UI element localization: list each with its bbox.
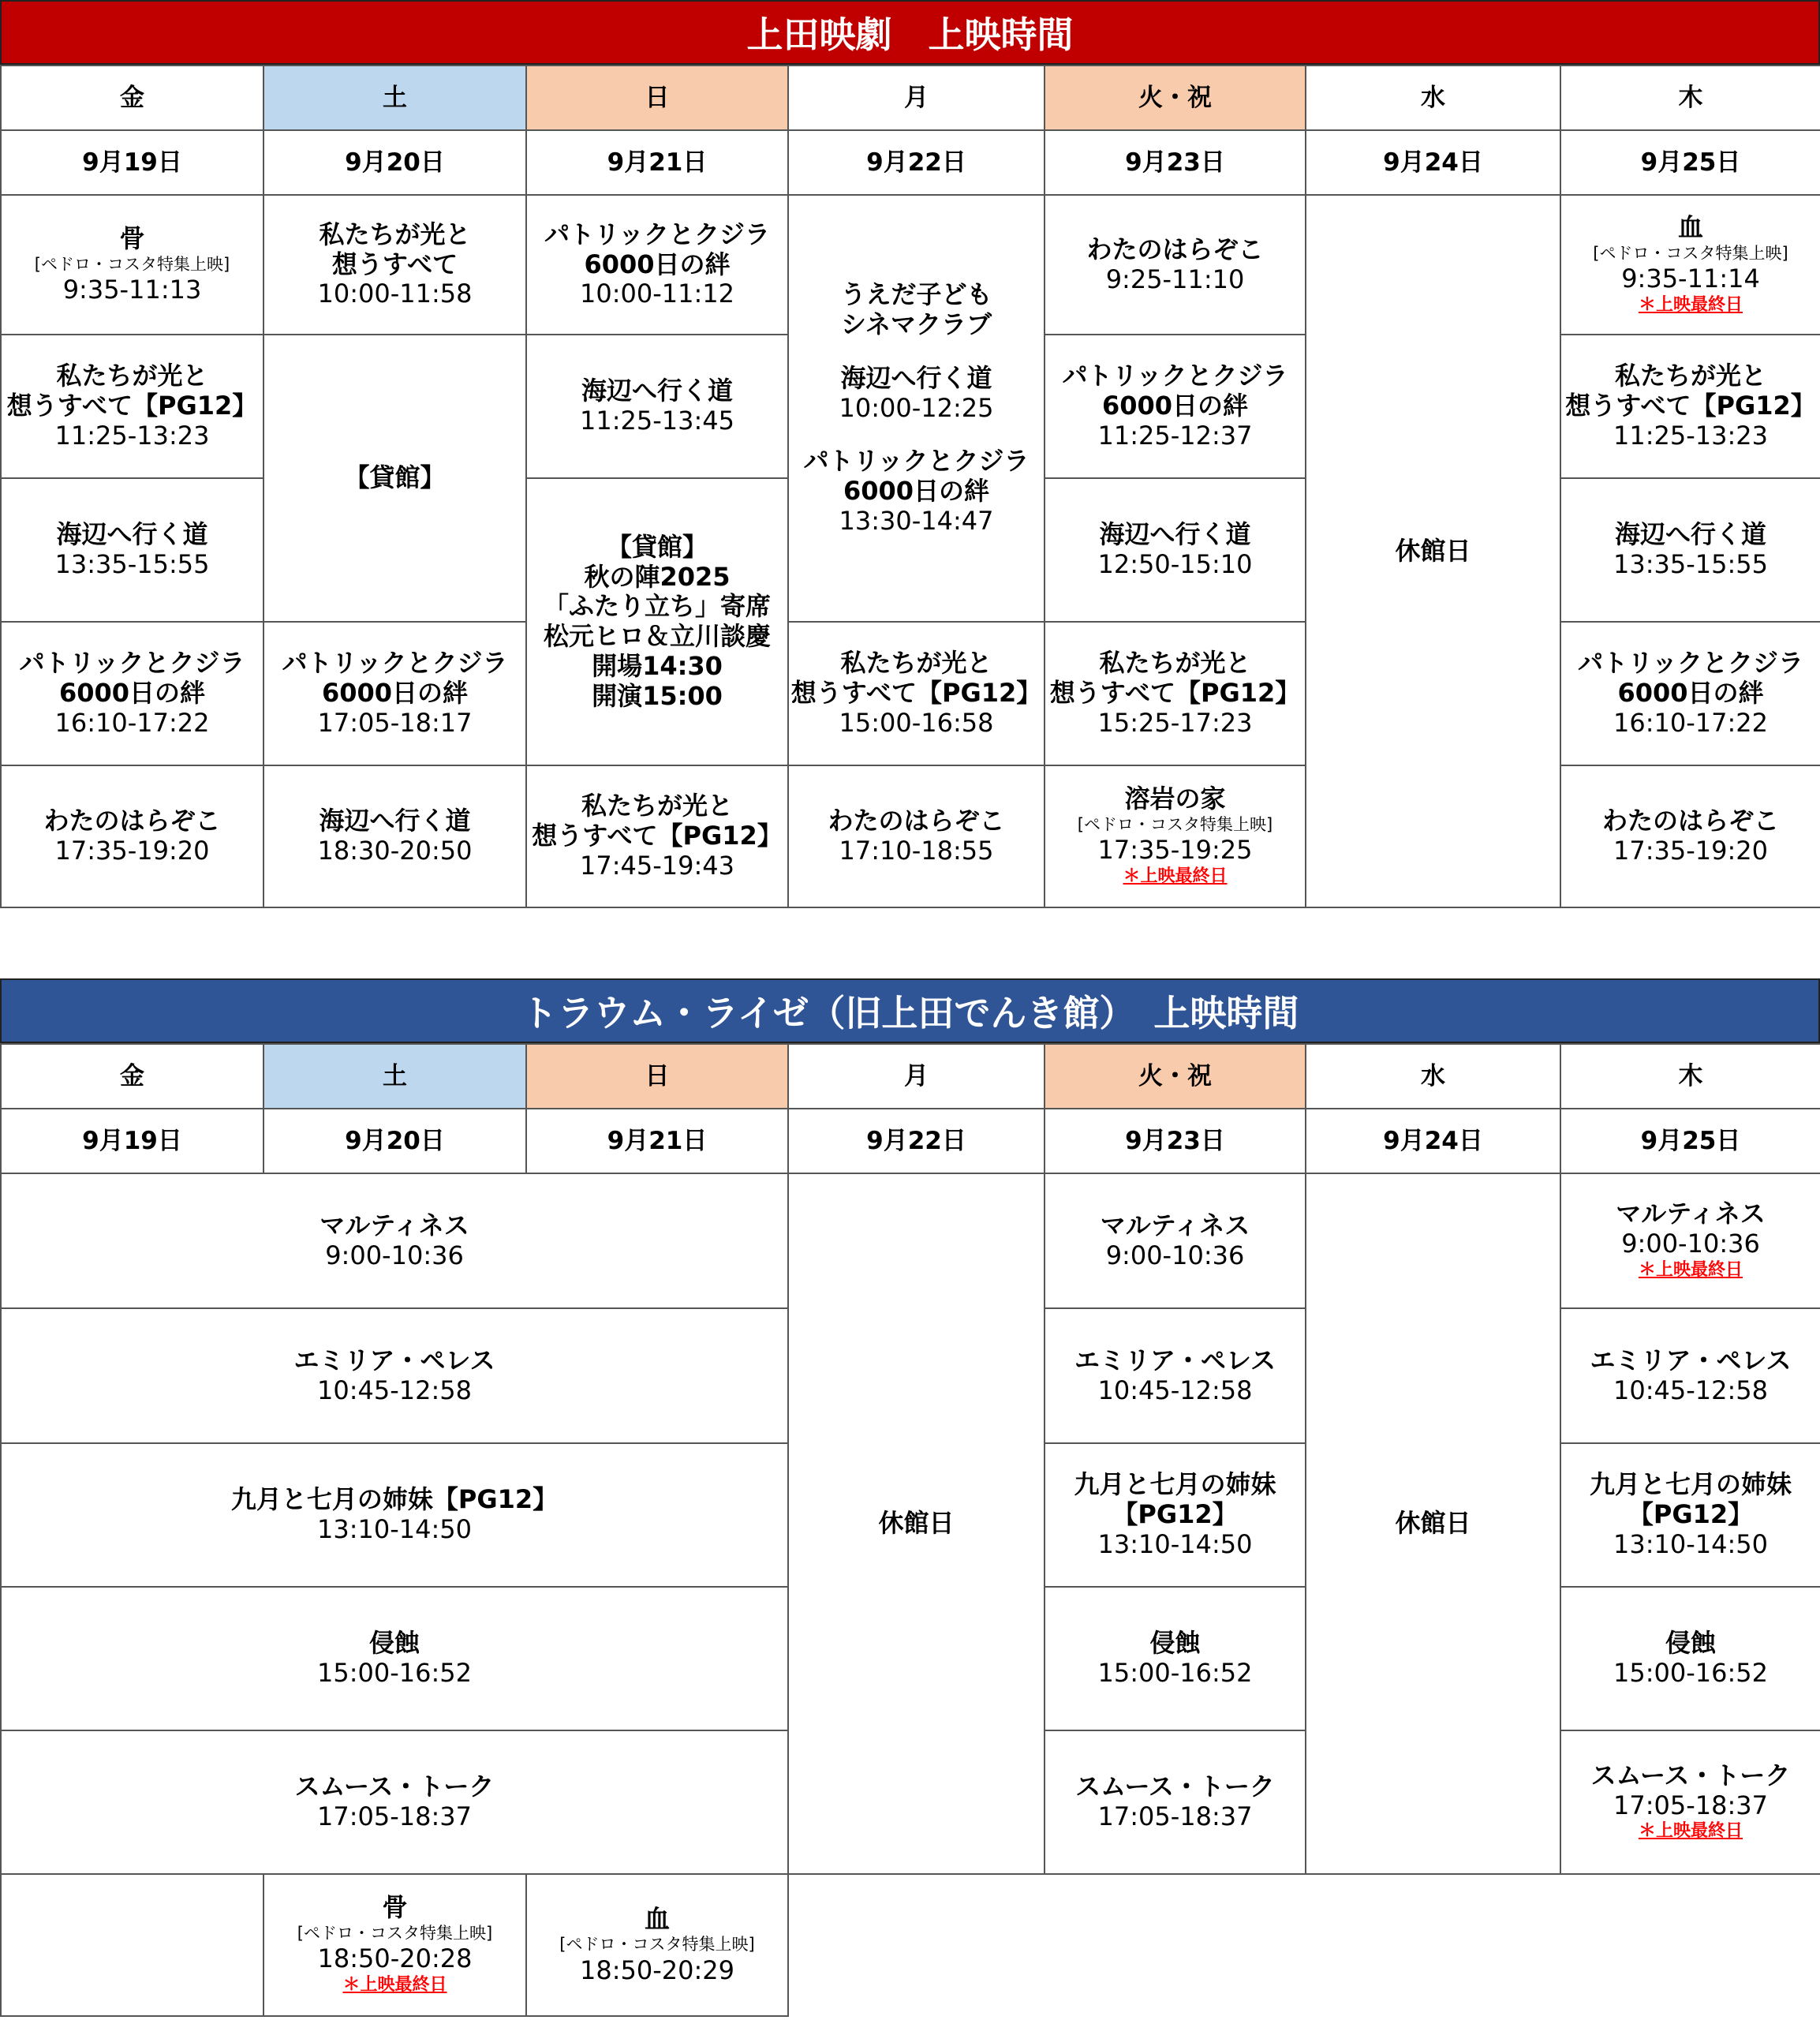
showing-cell [263,1874,526,2016]
showtime: 12:50-15:10 [1097,549,1253,579]
showing-cell-fri-sun [1,1443,788,1587]
ueda-eigeki-schedule-table [0,65,1820,908]
showing-cell [1,335,263,478]
showing-cell [1,195,263,335]
movie-title: 私たちが光と [56,361,208,391]
closed-label: 休館日 [1395,1508,1471,1539]
movie-title: 海辺へ行く道 [581,376,733,406]
showtime: 17:10-18:55 [839,836,994,866]
showtime: 16:10-17:22 [1613,707,1768,738]
movie-title: 侵蝕 [368,1628,420,1659]
showing-cell [1560,1730,1820,1874]
showing-cell [1045,1730,1306,1874]
showtime: 10:00-11:12 [580,279,734,309]
movie-title-line2: 6000日の絆 [843,476,990,507]
showing-cell [526,1874,788,2016]
date-cell: 9月19日 [1,1109,263,1173]
date-cell: 9月25日 [1560,130,1820,195]
showing-cell [526,765,788,907]
movie-title: 私たちが光と [1614,361,1766,391]
slot-row [1,195,1820,335]
date-cell: 9月24日 [1306,130,1560,195]
showtime: 9:35-11:13 [62,275,202,305]
showing-cell [1045,1443,1306,1587]
day-mon: 月 [788,1044,1045,1109]
day-fri: 金 [1,65,263,130]
showing-cell [526,195,788,335]
movie-title: エミリア・ペレス [293,1345,495,1375]
closed-cell [788,1173,1045,1874]
showtime: 15:00-16:52 [317,1658,472,1688]
showing-cell-fri-sun [1,1173,788,1308]
movie-title: 海辺へ行く道 [319,806,471,836]
final-day-note: ＊上映最終日 [1638,1821,1743,1842]
day-mon: 月 [788,65,1045,130]
closed-label: 休館日 [1395,535,1471,566]
showtime: 13:35-15:55 [54,549,210,579]
movie-title: わたのはらぞこ [1601,806,1779,836]
blank-area [788,1874,1820,2016]
day-sun: 日 [526,65,788,130]
rental-label: 【貸館】 [344,462,446,493]
showing-cell-fri-sun [1,1730,788,1874]
movie-title-line2: 6000日の絆 [58,678,206,709]
movie-title-line2: 想うすべて【PG12】 [532,821,783,851]
showing-cell [1560,1173,1820,1308]
showing-cell [1560,622,1820,765]
movie-title-line2: 想うすべて【PG12】 [6,391,258,421]
date-cell: 9月20日 [263,1109,526,1173]
showing-cell [1045,622,1306,765]
showtime: 11:25-13:23 [54,420,210,451]
movie-title: 私たちが光と [840,648,992,679]
showing-cell [1045,478,1306,622]
showing-cell [1560,195,1820,335]
showing-cell [1560,478,1820,622]
festival-note: [ペドロ・コスタ特集上映] [34,254,230,274]
weekday-row [1,1044,1820,1109]
showtime: 15:00-16:52 [1097,1658,1253,1688]
rental-cell [263,335,526,622]
showtime: 10:00-11:58 [317,279,473,309]
showtime: 17:05-18:37 [317,1801,472,1831]
showtime: 18:50-20:28 [317,1943,473,1974]
showing-cell [1560,765,1820,907]
showing-cell [1045,1587,1306,1730]
movie-rating: 【PG12】 [1628,1499,1754,1530]
showing-cell [1045,1173,1306,1308]
movie-title-line2: 6000日の絆 [1101,391,1249,421]
date-cell: 9月23日 [1045,130,1306,195]
showing-cell-multi [788,195,1045,622]
showtime: 13:30-14:47 [839,505,994,536]
day-wed: 水 [1306,1044,1560,1109]
showtime: 9:00-10:36 [1621,1229,1760,1259]
day-tue-holiday: 火・祝 [1045,1044,1306,1109]
date-cell: 9月21日 [526,1109,788,1173]
movie-title: 海辺へ行く道 [1099,519,1251,550]
showtime: 10:00-12:25 [839,392,994,423]
slot-row [1,1874,1820,2016]
date-cell: 9月22日 [788,1109,1045,1173]
movie-title: 九月と七月の姉妹【PG12】 [230,1484,559,1515]
day-fri: 金 [1,1044,263,1109]
traum-reise-schedule-table [0,1043,1820,2017]
movie-title: 侵蝕 [1149,1628,1201,1659]
showing-cell [1560,1308,1820,1443]
event-title: うえだ子ども [840,279,992,310]
showtime: 13:10-14:50 [317,1514,472,1544]
movie-title: マルティネス [1616,1199,1766,1229]
movie-title: 私たちが光と [319,219,471,249]
movie-title: わたのはらぞこ [43,806,221,836]
movie-title: わたのはらぞこ [1086,234,1264,264]
movie-title: マルティネス [320,1210,469,1240]
movie-title-line2: 6000日の絆 [1617,678,1764,709]
movie-title: 骨 [119,223,145,254]
festival-note: [ペドロ・コスタ特集上映] [297,1924,493,1943]
showing-cell [263,195,526,335]
showtime: 17:35-19:25 [1097,835,1253,866]
movie-title: 私たちが光と [581,791,733,821]
showtime: 16:10-17:22 [54,707,210,738]
theater-title: トラウム・ライゼ（旧上田でんき館） 上映時間 [521,992,1299,1034]
movie-rating: 【PG12】 [1112,1499,1238,1530]
showtime: 18:30-20:50 [317,836,473,866]
ueda-eigeki-banner [0,0,1820,65]
showtime: 15:00-16:58 [839,707,994,738]
showing-cell [1045,195,1306,335]
date-cell: 9月24日 [1306,1109,1560,1173]
showtime: 13:35-15:55 [1613,549,1768,579]
weekday-row [1,65,1820,130]
showtime: 11:25-12:37 [1097,420,1253,451]
movie-title-line2: 想うすべて【PG12】 [1049,678,1301,709]
showing-cell [1560,1587,1820,1730]
day-thu: 木 [1560,1044,1820,1109]
movie-title: パトリックとクジラ [282,648,508,679]
showtime: 9:35-11:14 [1621,263,1760,294]
date-cell: 9月20日 [263,130,526,195]
movie-title-line2: 想うすべて [331,249,458,279]
movie-title: パトリックとクジラ [1577,648,1804,679]
showing-cell [1,765,263,907]
day-wed: 水 [1306,65,1560,130]
movie-title: パトリックとクジラ [803,446,1030,477]
event-line: 開場14:30 [592,650,723,681]
day-tue-holiday: 火・祝 [1045,65,1306,130]
event-line: 「ふたり立ち」寄席 [543,591,771,622]
closed-cell [1306,1173,1560,1874]
final-day-note: ＊上映最終日 [342,1975,447,1996]
date-cell: 9月22日 [788,130,1045,195]
date-cell: 9月25日 [1560,1109,1820,1173]
showtime: 9:00-10:36 [325,1240,464,1270]
showtime: 13:10-14:50 [1097,1528,1253,1559]
showtime: 15:25-17:23 [1097,707,1253,738]
closed-cell [1306,195,1560,907]
movie-title: スムース・トーク [294,1771,495,1802]
event-title-line2: シネマクラブ [840,309,992,340]
closed-label: 休館日 [878,1508,955,1539]
date-row [1,1109,1820,1173]
movie-title: 溶岩の家 [1124,784,1226,814]
movie-title-line2: 6000日の絆 [321,678,469,709]
showing-cell [788,622,1045,765]
movie-title: わたのはらぞこ [828,806,1005,836]
movie-title-line2: 想うすべて【PG12】 [1565,391,1816,421]
event-line: 秋の陣2025 [584,561,731,592]
movie-title: 私たちが光と [1099,648,1251,679]
day-sat: 土 [263,1044,526,1109]
showing-cell-empty [1,1874,263,2016]
date-cell: 9月23日 [1045,1109,1306,1173]
showing-cell [1560,1443,1820,1587]
showtime: 17:05-18:37 [1097,1801,1253,1831]
showtime: 17:05-18:17 [317,707,473,738]
final-day-note: ＊上映最終日 [1638,294,1743,315]
final-day-note: ＊上映最終日 [1638,1259,1743,1280]
festival-note: [ペドロ・コスタ特集上映] [1077,815,1273,835]
showing-cell [263,622,526,765]
movie-title-line2: 6000日の絆 [584,249,731,279]
movie-title-line2: 想うすべて【PG12】 [790,678,1042,709]
showtime: 17:45-19:43 [580,850,734,881]
slot-row [1,1173,1820,1308]
movie-title: エミリア・ペレス [1074,1345,1276,1375]
showtime: 18:50-20:29 [580,1955,734,1985]
theater-title: 上田映劇 上映時間 [746,13,1074,56]
festival-note: [ペドロ・コスタ特集上映] [559,1935,755,1955]
traum-reise-banner [0,978,1820,1043]
movie-title: パトリックとクジラ [1062,361,1288,391]
movie-title: パトリックとクジラ [544,219,771,249]
movie-title: 骨 [382,1892,408,1923]
rental-label: 【貸館】 [606,531,708,562]
showtime: 10:45-12:58 [317,1375,472,1405]
showing-cell [1560,335,1820,478]
movie-title: スムース・トーク [1590,1760,1791,1790]
day-sun: 日 [526,1044,788,1109]
showing-cell [1,622,263,765]
showing-cell-fri-sun [1,1308,788,1443]
showing-cell [263,765,526,907]
date-row [1,130,1820,195]
festival-note: [ペドロ・コスタ特集上映] [1593,243,1788,263]
showtime: 10:45-12:58 [1613,1375,1768,1405]
day-thu: 木 [1560,65,1820,130]
movie-title: スムース・トーク [1075,1771,1275,1802]
movie-title: 海辺へ行く道 [1614,519,1766,550]
showing-cell [788,765,1045,907]
event-line: 開演15:00 [592,680,723,711]
showing-cell [1045,765,1306,907]
showtime: 11:25-13:23 [1613,420,1768,451]
movie-title: 血 [644,1903,670,1934]
movie-title: 血 [1677,211,1703,242]
showtime: 15:00-16:52 [1613,1658,1768,1688]
rental-event-cell [526,478,788,765]
showing-cell [526,335,788,478]
showing-cell [1045,335,1306,478]
showing-cell [1,478,263,622]
movie-title: エミリア・ペレス [1590,1345,1792,1375]
date-cell: 9月19日 [1,130,263,195]
showtime: 9:00-10:36 [1105,1240,1245,1270]
showtime: 17:35-19:20 [54,836,210,866]
showtime: 9:25-11:10 [1105,264,1245,294]
showtime: 10:45-12:58 [1097,1375,1253,1405]
movie-title: マルティネス [1100,1210,1250,1240]
showtime: 11:25-13:45 [580,406,734,436]
movie-title: 九月と七月の姉妹 [1589,1469,1792,1500]
movie-title: 海辺へ行く道 [56,519,208,550]
showing-cell [1045,1308,1306,1443]
movie-title: 海辺へ行く道 [840,362,992,393]
day-sat: 土 [263,65,526,130]
movie-title: パトリックとクジラ [19,648,245,679]
showtime: 17:05-18:37 [1613,1790,1768,1820]
movie-title: 侵蝕 [1665,1628,1716,1659]
movie-title: 九月と七月の姉妹 [1074,1469,1276,1500]
showtime: 13:10-14:50 [1613,1528,1768,1559]
showing-cell-fri-sun [1,1587,788,1730]
date-cell: 9月21日 [526,130,788,195]
showtime: 17:35-19:20 [1613,836,1768,866]
final-day-note: ＊上映最終日 [1123,866,1228,887]
event-line: 松元ヒロ＆立川談慶 [543,621,771,651]
